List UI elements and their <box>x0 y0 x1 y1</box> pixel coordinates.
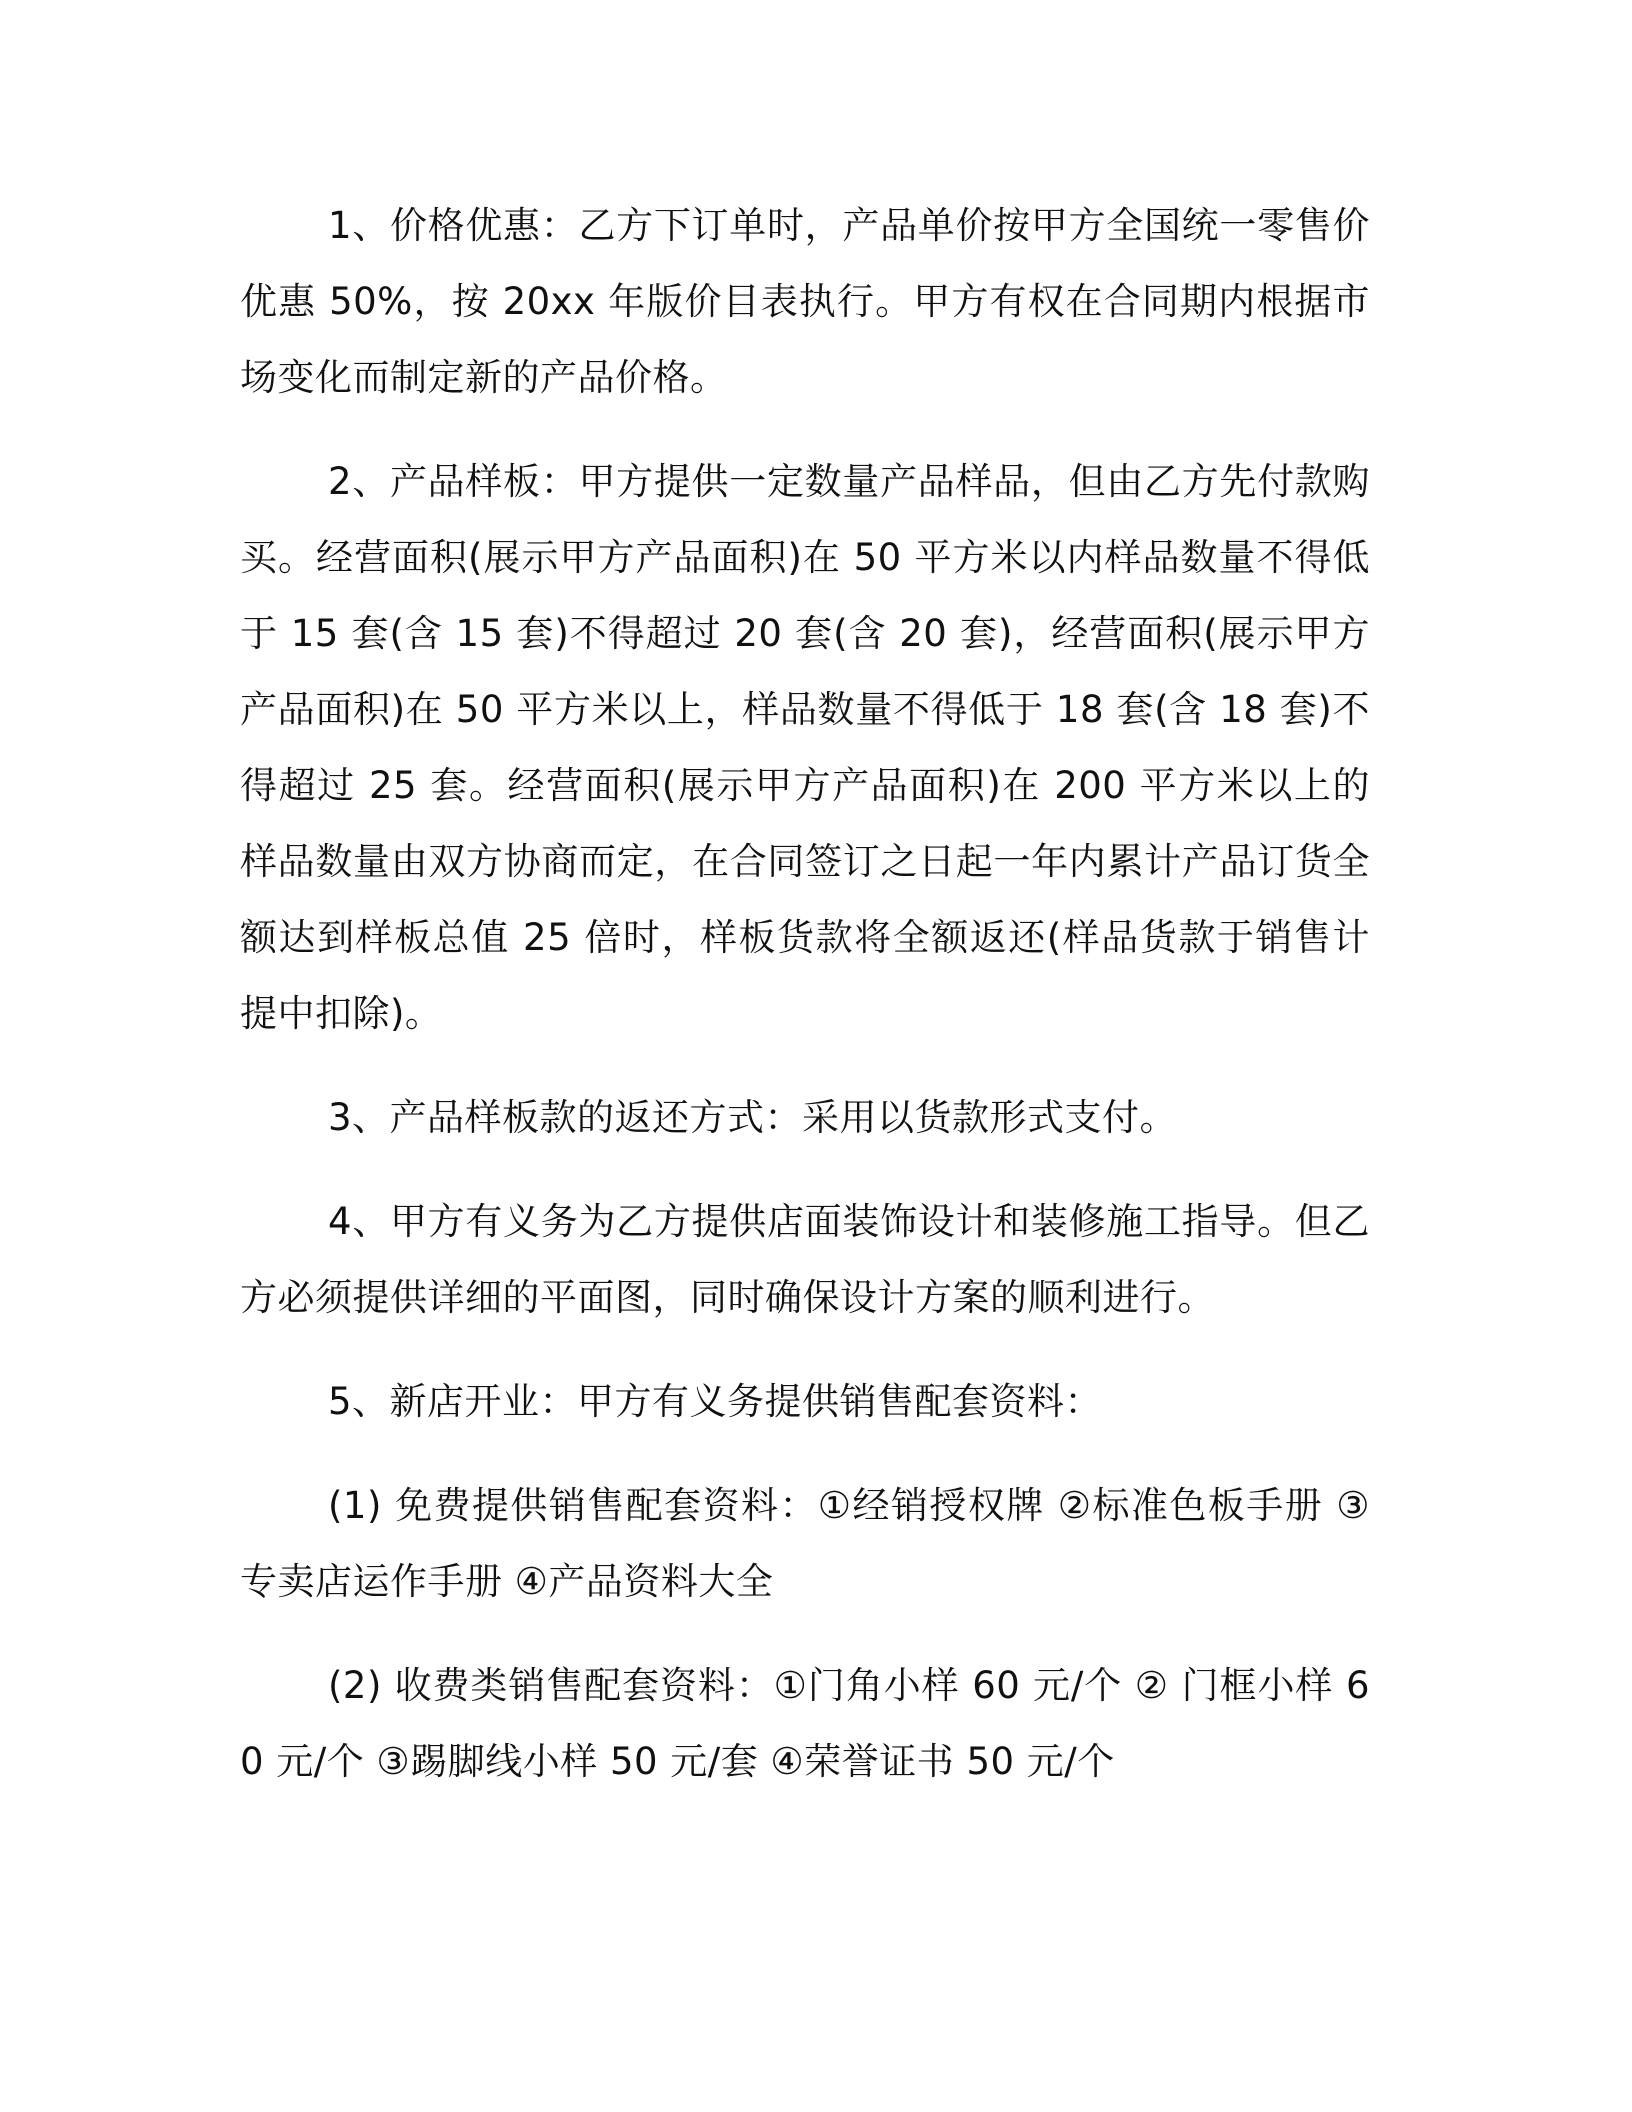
paragraph-new-store-opening: 5、新店开业：甲方有义务提供销售配套资料： <box>328 1380 1103 1423</box>
paragraph-price-discount: 1、价格优惠：乙方下订单时，产品单价按甲方全国统一零售价优惠 50%，按 20xx 年版价目表执行。甲方有权在合同期内根据市场变化而制定新的产品价格。 <box>240 204 1370 399</box>
paragraph-store-design: 4、甲方有义务为乙方提供店面装饰设计和装修施工指导。但乙方必须提供详细的平面图，同时确保设计方案的顺利进行。 <box>240 1200 1370 1319</box>
paragraph-product-samples: 2、产品样板：甲方提供一定数量产品样品，但由乙方先付款购买。经营面积(展示甲方产品面积)在 50 平方米以内样品数量不得低于 15 套(含 15 套)不得超过 20 套(含 20 套)，经营面积(展示甲方产品面积)在 50 平方米以上，样品数量不得低于 18 套(含 18 套)不得超过 25 套。经营面积(展示甲方产品面积)在 200 平方米以上的样品数量由双方协商而定，在合同签订之日起一年内累计产品订货全额达到样板总值 25 倍时，样板货款将全额返还(样品货款于销售计提中扣除)。 <box>240 460 1370 1035</box>
paragraph-paid-materials: (2) 收费类销售配套资料：①门角小样 60 元/个 ② 门框小样 60 元/个 ③踢脚线小样 50 元/套 ④荣誉证书 50 元/个 <box>240 1664 1370 1783</box>
paragraph-sample-refund-method: 3、产品样板款的返还方式：采用以货款形式支付。 <box>328 1096 1178 1139</box>
paragraph-free-materials: (1) 免费提供销售配套资料：①经销授权牌 ②标准色板手册 ③专卖店运作手册 ④产品资料大全 <box>240 1484 1370 1603</box>
document-body <box>240 188 1370 1828</box>
